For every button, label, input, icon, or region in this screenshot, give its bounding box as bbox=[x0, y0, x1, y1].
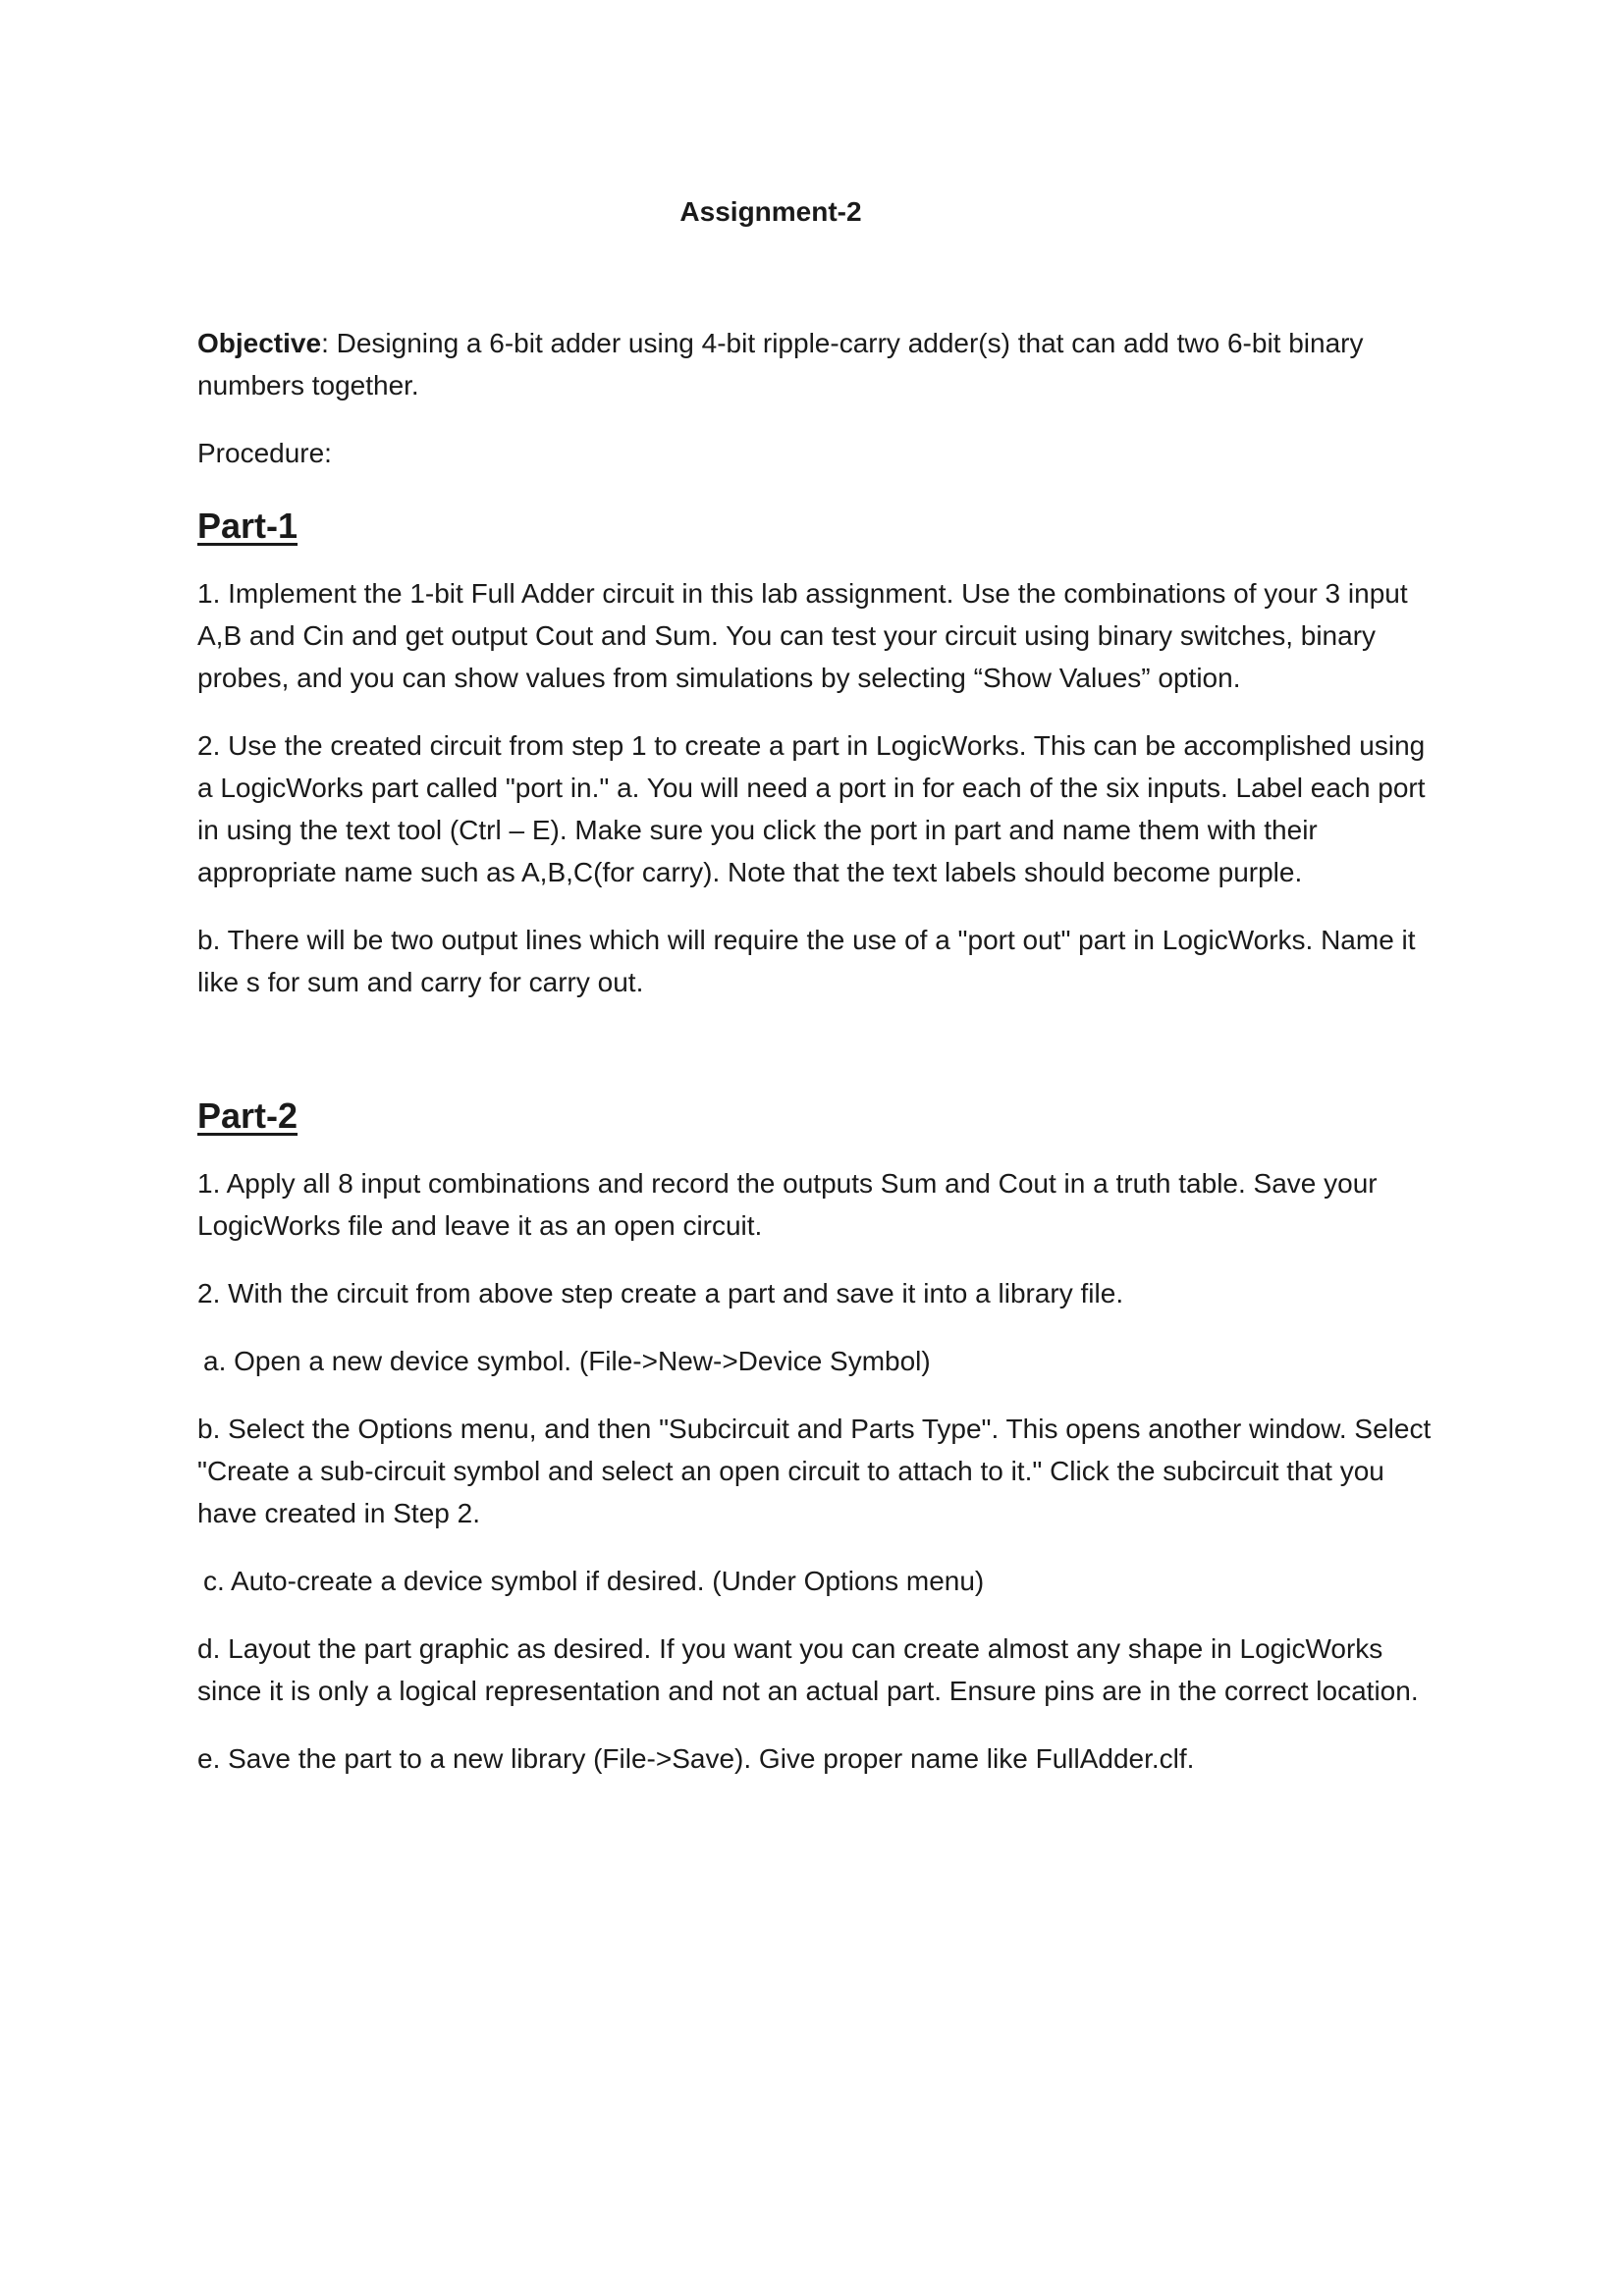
part2-step-2b: b. Select the Options menu, and then "Subcircuit and Parts Type". This opens another window. Select "Create a sub-circuit symbol and select an open circuit to attach to it." Click the subcircuit that you have created in Step 2. bbox=[197, 1414, 1432, 1528]
objective-paragraph bbox=[197, 322, 1444, 406]
part2-step-1: 1. Apply all 8 input combinations and record the outputs Sum and Cout in a truth table. Save your LogicWorks file and leave it as an open circuit. bbox=[197, 1168, 1378, 1241]
document-title: Assignment-2 bbox=[679, 196, 862, 227]
objective-label: Objective bbox=[197, 328, 322, 358]
objective-text: : Designing a 6-bit adder using 4-bit ripple-carry adder(s) that can add two 6-bit binary numbers together. bbox=[197, 328, 1364, 400]
part2-step-2a: a. Open a new device symbol. (File->New->Device Symbol) bbox=[203, 1346, 931, 1376]
part1-heading: Part-1 bbox=[197, 506, 298, 546]
procedure-label: Procedure: bbox=[197, 438, 332, 468]
part1-step-1: 1. Implement the 1-bit Full Adder circuit in this lab assignment. Use the combinations of your 3 input A,B and Cin and get output Cout and Sum. You can test your circuit using binary switches, binary probes, and you can show values from simulations by selecting “Show Values” option. bbox=[197, 578, 1408, 693]
part2-step-2: 2. With the circuit from above step create a part and save it into a library file. bbox=[197, 1278, 1124, 1308]
part1-step-2: 2. Use the created circuit from step 1 to create a part in LogicWorks. This can be accomplished using a LogicWorks part called "port in." a. You will need a port in for each of the six inputs. Label each port in using the text tool (Ctrl – E). Make sure you click the port in part and name them with their appropriate name such as A,B,C(for carry). Note that the text labels should become purple. bbox=[197, 730, 1426, 887]
document-body bbox=[197, 192, 1444, 1805]
part2-step-2d: d. Layout the part graphic as desired. If you want you can create almost any shape in LogicWorks since it is only a logical representation and not an actual part. Ensure pins are in the correct location. bbox=[197, 1633, 1419, 1706]
part2-heading: Part-2 bbox=[197, 1095, 298, 1136]
part2-step-2e: e. Save the part to a new library (File->Save). Give proper name like FullAdder.clf. bbox=[197, 1743, 1195, 1774]
part1-step-2b: b. There will be two output lines which will require the use of a "port out" part in LogicWorks. Name it like s for sum and carry for carry out. bbox=[197, 925, 1416, 997]
part2-step-2c: c. Auto-create a device symbol if desired. (Under Options menu) bbox=[203, 1566, 985, 1596]
